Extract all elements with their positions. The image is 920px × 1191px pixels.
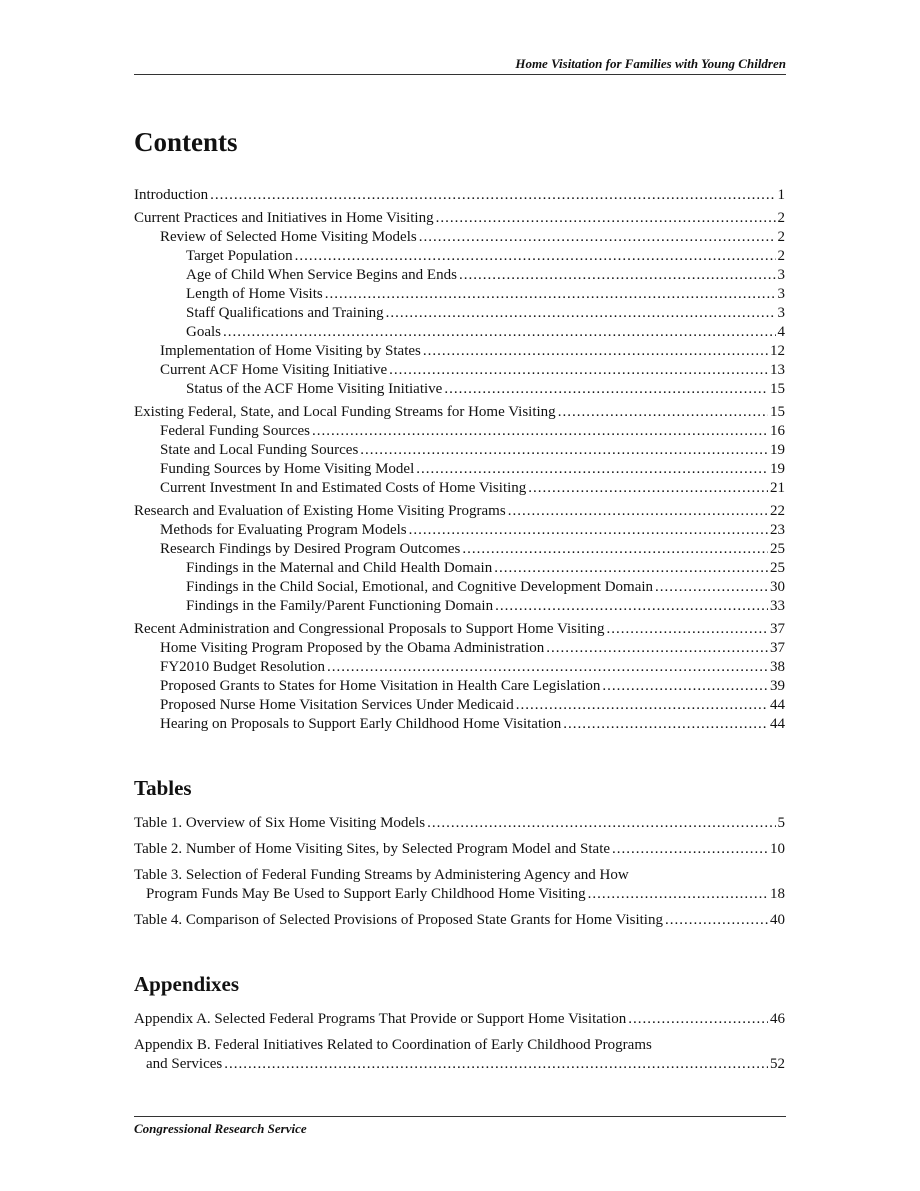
table-list-item[interactable]	[134, 866, 785, 904]
toc-entry-title: Recent Administration and Congressional Proposals to Support Home Visiting	[134, 621, 605, 637]
toc-entry[interactable]	[134, 403, 785, 422]
dot-leader	[558, 403, 768, 422]
toc-entry-title: Home Visiting Program Proposed by the Obama Administration	[160, 640, 545, 656]
toc-entry[interactable]	[134, 441, 785, 460]
toc-entry[interactable]	[134, 361, 785, 380]
toc-entry[interactable]	[134, 304, 785, 323]
toc-entry-page: 19	[770, 461, 785, 477]
toc-entry-title: Introduction	[134, 187, 209, 203]
table-list-entry-page: 18	[770, 886, 785, 902]
toc-entry-title: Methods for Evaluating Program Models	[160, 522, 407, 538]
dot-leader	[563, 715, 768, 734]
running-footer: Congressional Research Service	[134, 1121, 307, 1136]
table-list-item[interactable]	[134, 911, 785, 930]
dot-leader	[423, 342, 768, 361]
toc-entry-page: 37	[770, 621, 785, 637]
table-list-entry	[134, 885, 785, 904]
dot-leader	[223, 323, 776, 342]
appendix-list-item[interactable]	[134, 1010, 785, 1029]
toc-entry-title: Federal Funding Sources	[160, 423, 310, 439]
toc-entry-title: Funding Sources by Home Visiting Model	[160, 461, 415, 477]
header-rule	[134, 74, 786, 75]
table-list-item[interactable]	[134, 814, 785, 833]
dot-leader	[528, 479, 768, 498]
toc-entry-page: 38	[770, 659, 785, 675]
appendix-list-entry-page: 52	[770, 1056, 785, 1072]
toc-entry-page: 2	[777, 248, 785, 264]
toc-entry-page: 3	[777, 286, 785, 302]
toc-entry-title: State and Local Funding Sources	[160, 442, 359, 458]
dot-leader	[612, 840, 768, 859]
toc-entry-title: Current Investment In and Estimated Costs of Home Visiting	[160, 480, 527, 496]
toc-entry[interactable]	[134, 597, 785, 616]
dot-leader	[602, 677, 768, 696]
toc-entry[interactable]	[134, 285, 785, 304]
dot-leader	[416, 460, 768, 479]
toc-entry-page: 25	[770, 541, 785, 557]
dot-leader	[312, 422, 768, 441]
dot-leader	[389, 361, 768, 380]
appendix-list-title-line1: Appendix B. Federal Initiatives Related to Coordination of Early Childhood Programs	[134, 1037, 652, 1053]
toc-entry-title: FY2010 Budget Resolution	[160, 659, 326, 675]
toc-entry-page: 12	[770, 343, 785, 359]
toc-entry-page: 3	[777, 267, 785, 283]
dot-leader	[494, 559, 768, 578]
dot-leader	[606, 620, 768, 639]
toc-entry-title: Findings in the Family/Parent Functioning Domain	[186, 598, 494, 614]
toc-entry-page: 15	[770, 404, 785, 420]
toc-entry-title: Research and Evaluation of Existing Home Visiting Programs	[134, 503, 506, 519]
toc-entry-title: Existing Federal, State, and Local Funding Streams for Home Visiting	[134, 404, 556, 420]
dot-leader	[665, 911, 768, 930]
table-list-entry-title: Table 4. Comparison of Selected Provisions of Proposed State Grants for Home Visiting	[134, 912, 663, 928]
dot-leader	[462, 540, 768, 559]
dot-leader	[588, 885, 768, 904]
toc-content	[134, 124, 785, 1074]
toc-entry-page: 19	[770, 442, 785, 458]
table-list-entry	[134, 840, 785, 859]
toc-entry-title: Review of Selected Home Visiting Models	[160, 229, 417, 245]
table-list-entry-title: Program Funds May Be Used to Support Early Childhood Home Visiting	[146, 886, 586, 902]
dot-leader	[427, 814, 775, 833]
toc-entry-title: Findings in the Child Social, Emotional, and Cognitive Development Domain	[186, 579, 654, 595]
dot-leader	[508, 502, 768, 521]
toc-entry[interactable]	[134, 479, 785, 498]
toc-entry-page: 16	[770, 423, 785, 439]
appendix-list-entry	[134, 1055, 785, 1074]
toc-entry-page: 23	[770, 522, 785, 538]
dot-leader	[444, 380, 768, 399]
toc-entry-page: 37	[770, 640, 785, 656]
dot-leader	[224, 1055, 768, 1074]
table-list-entry-title: Table 1. Overview of Six Home Visiting Models	[134, 815, 426, 831]
tables-list	[134, 814, 785, 930]
toc-entry[interactable]	[134, 658, 785, 677]
toc-entry[interactable]	[134, 342, 785, 361]
toc-entry-page: 25	[770, 560, 785, 576]
tables-heading: Tables	[134, 776, 192, 800]
toc-entry[interactable]	[134, 639, 785, 658]
running-header: Home Visitation for Families with Young Children	[515, 56, 786, 71]
toc-entry[interactable]	[134, 422, 785, 441]
toc-entry-title: Hearing on Proposals to Support Early Childhood Home Visitation	[160, 716, 562, 732]
toc-entry-title: Age of Child When Service Begins and Ends	[186, 267, 457, 283]
toc-entry[interactable]	[134, 502, 785, 521]
appendix-list-entry-title: Appendix A. Selected Federal Programs That Provide or Support Home Visitation	[134, 1011, 627, 1027]
toc-entry-title: Target Population	[186, 248, 293, 264]
dot-leader	[386, 304, 776, 323]
appendixes-list	[134, 1010, 785, 1074]
toc-entry-title: Proposed Grants to States for Home Visitation in Health Care Legislation	[160, 678, 601, 694]
toc-entry[interactable]	[134, 578, 785, 597]
toc-entry[interactable]	[134, 677, 785, 696]
toc-entry-title: Status of the ACF Home Visiting Initiative	[186, 381, 443, 397]
dot-leader	[327, 658, 768, 677]
table-list-entry-page: 10	[770, 841, 785, 857]
toc-entry-title: Length of Home Visits	[186, 286, 323, 302]
dot-leader	[409, 521, 768, 540]
toc-entry-page: 39	[770, 678, 785, 694]
dot-leader	[419, 228, 776, 247]
toc-entry[interactable]	[134, 715, 785, 734]
toc-entry-title: Current Practices and Initiatives in Home Visiting	[134, 210, 434, 226]
toc-entry-page: 4	[777, 324, 785, 340]
toc-entry-page: 3	[777, 305, 785, 321]
table-list-entry	[134, 911, 785, 930]
contents-list	[134, 186, 785, 734]
toc-entry[interactable]	[134, 228, 785, 247]
toc-entry-page: 33	[770, 598, 785, 614]
dot-leader	[459, 266, 776, 285]
dot-leader	[295, 247, 776, 266]
toc-entry-page: 22	[770, 503, 785, 519]
toc-entry-page: 44	[770, 697, 785, 713]
toc-entry-page: 15	[770, 381, 785, 397]
toc-entry[interactable]	[134, 521, 785, 540]
dot-leader	[210, 186, 775, 205]
dot-leader	[436, 209, 776, 228]
table-list-title-line1: Table 3. Selection of Federal Funding Streams by Administering Agency and How	[134, 867, 629, 883]
toc-entry[interactable]	[134, 266, 785, 285]
dot-leader	[325, 285, 776, 304]
toc-entry[interactable]	[134, 323, 785, 342]
dot-leader	[516, 696, 768, 715]
toc-entry[interactable]	[134, 380, 785, 399]
toc-entry-page: 2	[777, 229, 785, 245]
toc-entry[interactable]	[134, 460, 785, 479]
toc-entry-page: 13	[770, 362, 785, 378]
toc-entry[interactable]	[134, 209, 785, 228]
appendix-list-item[interactable]	[134, 1036, 785, 1074]
toc-entry-title: Proposed Nurse Home Visitation Services Under Medicaid	[160, 697, 514, 713]
toc-entry[interactable]	[134, 559, 785, 578]
toc-entry-page: 2	[777, 210, 785, 226]
footer-rule	[134, 1116, 786, 1117]
toc-entry-page: 30	[770, 579, 785, 595]
toc-entry[interactable]	[134, 540, 785, 559]
toc-entry-title: Research Findings by Desired Program Outcomes	[160, 541, 461, 557]
toc-entry-page: 44	[770, 716, 785, 732]
toc-entry-title: Implementation of Home Visiting by States	[160, 343, 421, 359]
dot-leader	[495, 597, 768, 616]
toc-entry-page: 1	[777, 187, 785, 203]
table-list-entry-page: 40	[770, 912, 785, 928]
appendix-list-entry-title: and Services	[146, 1056, 223, 1072]
toc-entry-title: Staff Qualifications and Training	[186, 305, 384, 321]
toc-entry-title: Current ACF Home Visiting Initiative	[160, 362, 388, 378]
toc-entry[interactable]	[134, 620, 785, 639]
dot-leader	[546, 639, 768, 658]
appendix-list-entry	[134, 1010, 785, 1029]
appendixes-heading: Appendixes	[134, 972, 240, 996]
dot-leader	[655, 578, 768, 597]
contents-heading: Contents	[134, 127, 238, 157]
appendix-list-entry-page: 46	[770, 1011, 785, 1027]
toc-entry-title: Goals	[186, 324, 221, 340]
table-list-entry-title: Table 2. Number of Home Visiting Sites, by Selected Program Model and State	[134, 841, 611, 857]
toc-entry-page: 21	[770, 480, 785, 496]
toc-entry[interactable]	[134, 696, 785, 715]
table-list-entry	[134, 814, 785, 833]
toc-entry-title: Findings in the Maternal and Child Health Domain	[186, 560, 493, 576]
dot-leader	[360, 441, 768, 460]
table-list-item[interactable]	[134, 840, 785, 859]
table-list-entry-page: 5	[777, 815, 785, 831]
toc-entry[interactable]	[134, 186, 785, 205]
dot-leader	[628, 1010, 768, 1029]
toc-entry[interactable]	[134, 247, 785, 266]
